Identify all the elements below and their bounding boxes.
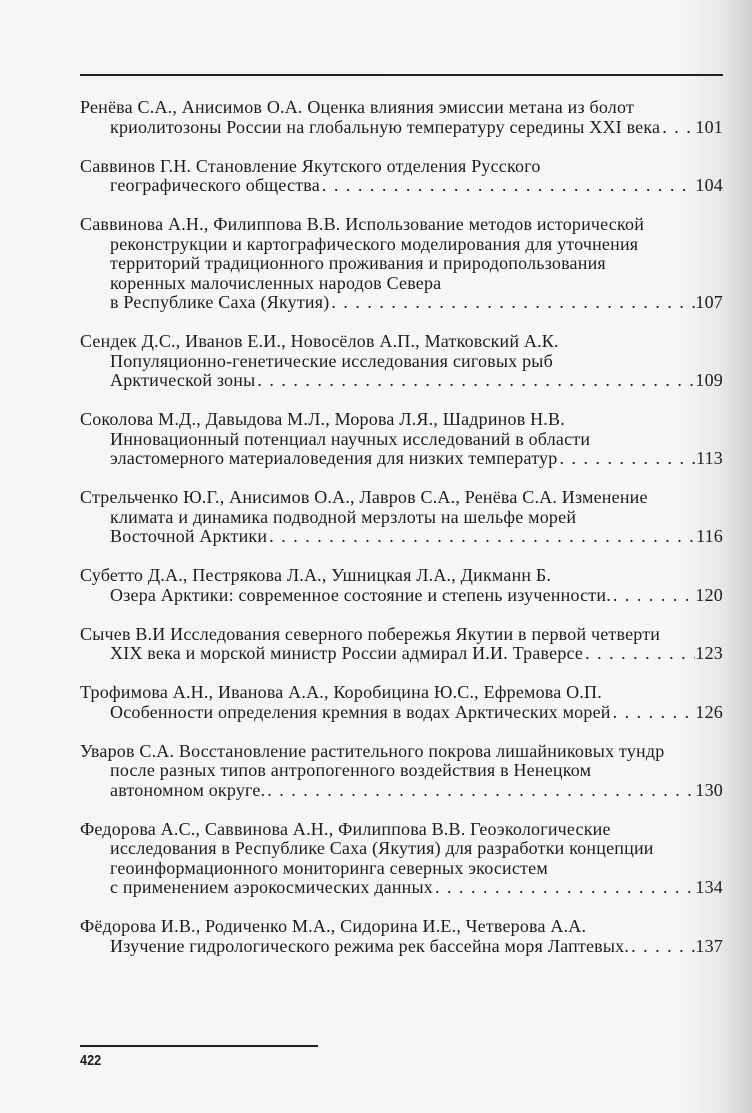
toc-entry bbox=[80, 683, 723, 722]
dot-leader bbox=[611, 703, 696, 723]
toc-entry-line bbox=[80, 839, 723, 859]
dot-leader bbox=[611, 586, 695, 606]
dot-leader bbox=[329, 293, 695, 313]
toc-entry bbox=[80, 566, 723, 605]
toc-entry-line bbox=[80, 410, 723, 430]
entry-text: Сычев В.И Исследования северного побережья Якутии в первой четверти bbox=[80, 623, 661, 644]
toc-entry-line bbox=[80, 566, 723, 586]
toc-entry bbox=[80, 625, 723, 664]
entry-text: с применением аэрокосмических данных bbox=[110, 877, 433, 897]
entry-text: в Республике Саха (Якутия) bbox=[110, 292, 330, 312]
toc-entry-line bbox=[80, 703, 723, 723]
entry-text: Сендек Д.С., Иванов Е.И., Новосёлов А.П., Матковский А.К. bbox=[80, 331, 559, 351]
table-of-contents bbox=[80, 98, 723, 976]
toc-entry-line bbox=[80, 293, 723, 313]
toc-entry-line bbox=[80, 176, 723, 196]
toc-entry-line bbox=[80, 371, 723, 391]
toc-entry-line bbox=[80, 937, 723, 957]
entry-text: Саввинова А.Н., Филиппова В.В. Использование методов исторической bbox=[80, 214, 645, 234]
toc-entry-line bbox=[80, 332, 723, 352]
toc-entry bbox=[80, 410, 723, 469]
dot-leader bbox=[267, 527, 696, 547]
entry-text: Уваров С.А. Восстановление растительного покрова лишайниковых тундр bbox=[80, 740, 665, 761]
toc-entry-line bbox=[80, 761, 723, 781]
toc-entry-line bbox=[80, 215, 723, 235]
entry-page-number: 123 bbox=[695, 643, 723, 663]
entry-text: географического общества bbox=[110, 175, 320, 195]
toc-entry bbox=[80, 917, 723, 956]
page-number: 422 bbox=[80, 1052, 102, 1069]
toc-entry-line bbox=[80, 917, 723, 937]
toc-entry-line bbox=[80, 625, 723, 645]
entry-text: Ренёва С.А., Анисимов О.А. Оценка влияния эмиссии метана из болот bbox=[80, 97, 635, 117]
toc-entry-line bbox=[80, 449, 723, 469]
entry-text: Стрельченко Ю.Г., Анисимов О.А., Лавров С.А., Ренёва С.А. Изменение bbox=[80, 487, 648, 507]
header-rule bbox=[80, 74, 723, 76]
dot-leader bbox=[320, 176, 695, 196]
toc-entry-line bbox=[80, 118, 723, 138]
entry-text: климата и динамика подводной мерзлоты на шельфе морей bbox=[110, 506, 577, 527]
toc-entry-line bbox=[80, 274, 723, 294]
entry-text: территорий традиционного проживания и природопользования bbox=[110, 253, 606, 273]
entry-text: Озера Арктики: современное состояние и степень изученности. bbox=[110, 584, 611, 605]
entry-page-number: 137 bbox=[695, 935, 723, 956]
entry-page-number: 126 bbox=[695, 701, 723, 722]
toc-entry-line bbox=[80, 527, 723, 547]
entry-text: геоинформационного мониторинга северных экосистем bbox=[110, 857, 548, 878]
toc-entry bbox=[80, 820, 723, 898]
entry-text: Саввинов Г.Н. Становление Якутского отделения Русского bbox=[80, 155, 541, 176]
toc-entry-line bbox=[80, 352, 723, 372]
dot-leader bbox=[629, 937, 695, 957]
entry-text: автономном округе. bbox=[110, 779, 266, 800]
toc-entry-line bbox=[80, 488, 723, 508]
entry-text: эластомерного материаловедения для низких температур bbox=[110, 448, 558, 468]
entry-text: Особенности определения кремния в водах Арктических морей bbox=[110, 701, 611, 722]
toc-entry bbox=[80, 98, 723, 137]
toc-entry-line bbox=[80, 742, 723, 762]
toc-entry bbox=[80, 157, 723, 196]
toc-entry-line bbox=[80, 157, 723, 177]
entry-text: криолитозоны России на глобальную температуру середины XXI века bbox=[110, 116, 661, 137]
entry-page-number: 109 bbox=[695, 370, 723, 390]
entry-text: Популяционно-генетические исследования сиговых рыб bbox=[110, 350, 553, 371]
entry-text: Трофимова А.Н., Иванова А.А., Коробицина Ю.С., Ефремова О.П. bbox=[80, 682, 602, 702]
toc-entry-line bbox=[80, 430, 723, 450]
dot-leader bbox=[557, 449, 696, 469]
entry-page-number: 101 bbox=[695, 116, 723, 137]
toc-entry-line bbox=[80, 586, 723, 606]
entry-page-number: 113 bbox=[696, 448, 723, 468]
entry-text: реконструкции и картографического моделирования для уточнения bbox=[110, 233, 639, 254]
dot-leader bbox=[255, 371, 695, 391]
toc-entry-line bbox=[80, 781, 723, 801]
entry-text: Изучение гидрологического режима рек бассейна моря Лаптевых. bbox=[110, 935, 630, 956]
entry-text: коренных малочисленных народов Севера bbox=[110, 272, 442, 293]
toc-entry-line bbox=[80, 98, 723, 118]
entry-text: XIX века и морской министр России адмирал И.И. Траверсе bbox=[110, 643, 584, 663]
toc-entry bbox=[80, 215, 723, 313]
dot-leader bbox=[265, 781, 695, 801]
toc-entry-line bbox=[80, 644, 723, 664]
toc-entry bbox=[80, 488, 723, 547]
toc-entry-line bbox=[80, 254, 723, 274]
dot-leader bbox=[433, 878, 695, 898]
entry-page-number: 116 bbox=[696, 526, 723, 546]
entry-text: Арктической зоны bbox=[110, 370, 256, 390]
entry-text: Фёдорова И.В., Родиченко М.А., Сидорина И.Е., Четверова А.А. bbox=[80, 916, 587, 936]
footer-rule bbox=[80, 1045, 318, 1047]
entry-text: Соколова М.Д., Давыдова М.Л., Морова Л.Я., Шадринов Н.В. bbox=[80, 409, 565, 429]
toc-entry-line bbox=[80, 683, 723, 703]
toc-entry-line bbox=[80, 820, 723, 840]
entry-page-number: 104 bbox=[695, 175, 723, 195]
toc-entry-line bbox=[80, 878, 723, 898]
toc-entry bbox=[80, 332, 723, 391]
toc-entry bbox=[80, 742, 723, 801]
entry-page-number: 107 bbox=[695, 292, 723, 312]
entry-text: исследования в Республике Саха (Якутия) для разработки концепции bbox=[110, 838, 654, 858]
dot-leader bbox=[583, 644, 695, 664]
entry-page-number: 130 bbox=[695, 779, 723, 800]
toc-entry-line bbox=[80, 235, 723, 255]
entry-text: Инновационный потенциал научных исследований в области bbox=[110, 428, 591, 449]
entry-text: после разных типов антропогенного воздействия в Ненецком bbox=[110, 760, 592, 780]
entry-page-number: 134 bbox=[695, 877, 723, 897]
entry-text: Восточной Арктики bbox=[110, 526, 268, 546]
entry-text: Федорова А.С., Саввинова А.Н., Филиппова В.В. Геоэкологические bbox=[80, 818, 611, 839]
dot-leader bbox=[660, 118, 695, 138]
toc-entry-line bbox=[80, 859, 723, 879]
entry-page-number: 120 bbox=[695, 584, 723, 605]
toc-entry-line bbox=[80, 508, 723, 528]
entry-text: Субетто Д.А., Пестрякова Л.А., Ушницкая Л.А., Дикманн Б. bbox=[80, 565, 552, 585]
